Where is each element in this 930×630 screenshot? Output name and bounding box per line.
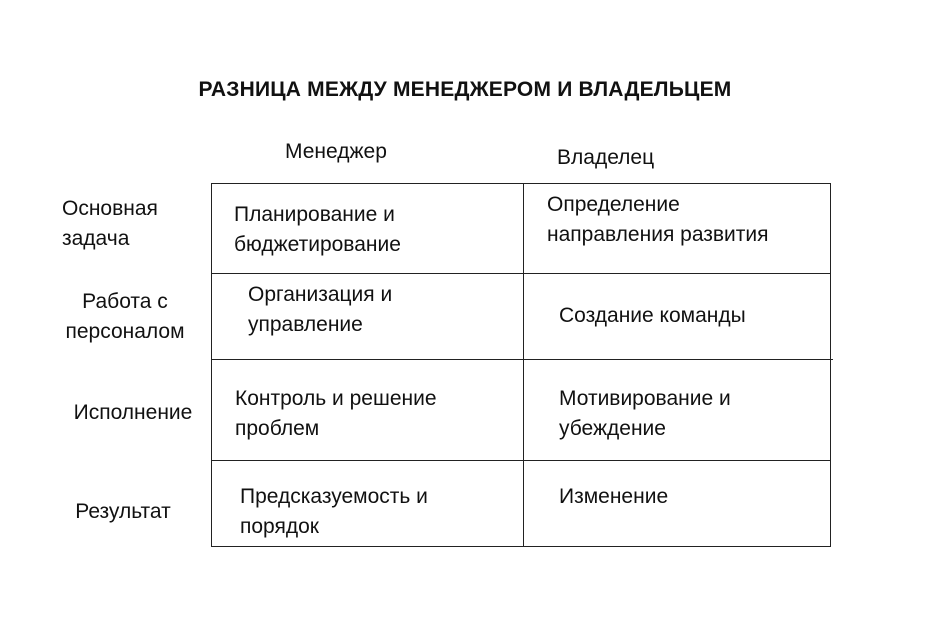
grid-line-left <box>211 183 212 547</box>
cell-manager-staff-work <box>248 280 392 340</box>
row-label-line: Работа с <box>82 290 168 313</box>
row-label-main-task <box>62 194 196 254</box>
cell-text-line: Организация и <box>248 283 393 306</box>
cell-text-line: Контроль и решение <box>235 387 437 410</box>
cell-text-line: Мотивирование и <box>559 387 731 410</box>
cell-manager-main-task <box>234 200 401 260</box>
cell-text-line: Планирование и <box>234 203 395 226</box>
grid-line-row-1 <box>211 273 831 274</box>
row-label-line: Результат <box>75 500 171 523</box>
grid-line-row-2 <box>211 359 833 360</box>
cell-text-line: Создание команды <box>559 304 746 327</box>
row-label-line: персоналом <box>65 320 185 343</box>
grid-line-row-3 <box>211 460 831 461</box>
column-header-owner: Владелец <box>557 146 655 169</box>
cell-manager-result <box>240 482 428 542</box>
grid-line-top <box>211 183 831 184</box>
cell-owner-main-task <box>547 190 769 250</box>
cell-text-line: убеждение <box>559 417 666 440</box>
grid-line-bottom <box>211 546 831 547</box>
cell-owner-result <box>559 482 668 512</box>
cell-owner-execution <box>559 384 731 444</box>
cell-owner-staff-work <box>559 301 746 331</box>
row-label-line: задача <box>62 227 130 250</box>
cell-text-line: управление <box>248 313 363 336</box>
cell-text-line: бюджетирование <box>234 233 401 256</box>
grid-line-right <box>830 183 831 547</box>
cell-text-line: Определение <box>547 193 680 216</box>
cell-manager-execution <box>235 384 437 444</box>
row-label-line: Основная <box>62 197 158 220</box>
grid-line-middle <box>523 183 524 547</box>
cell-text-line: Изменение <box>559 485 669 508</box>
cell-text-line: направления развития <box>547 223 769 246</box>
row-label-staff-work <box>40 287 210 347</box>
row-label-execution <box>56 398 210 428</box>
cell-text-line: порядок <box>240 515 319 538</box>
cell-text-line: проблем <box>235 417 320 440</box>
row-label-line: Исполнение <box>73 401 193 424</box>
page-title: РАЗНИЦА МЕЖДУ МЕНЕДЖЕРОМ И ВЛАДЕЛЬЦЕМ <box>198 78 732 101</box>
column-header-manager: Менеджер <box>285 140 387 163</box>
row-label-result <box>56 497 190 527</box>
cell-text-line: Предсказуемость и <box>240 485 428 508</box>
